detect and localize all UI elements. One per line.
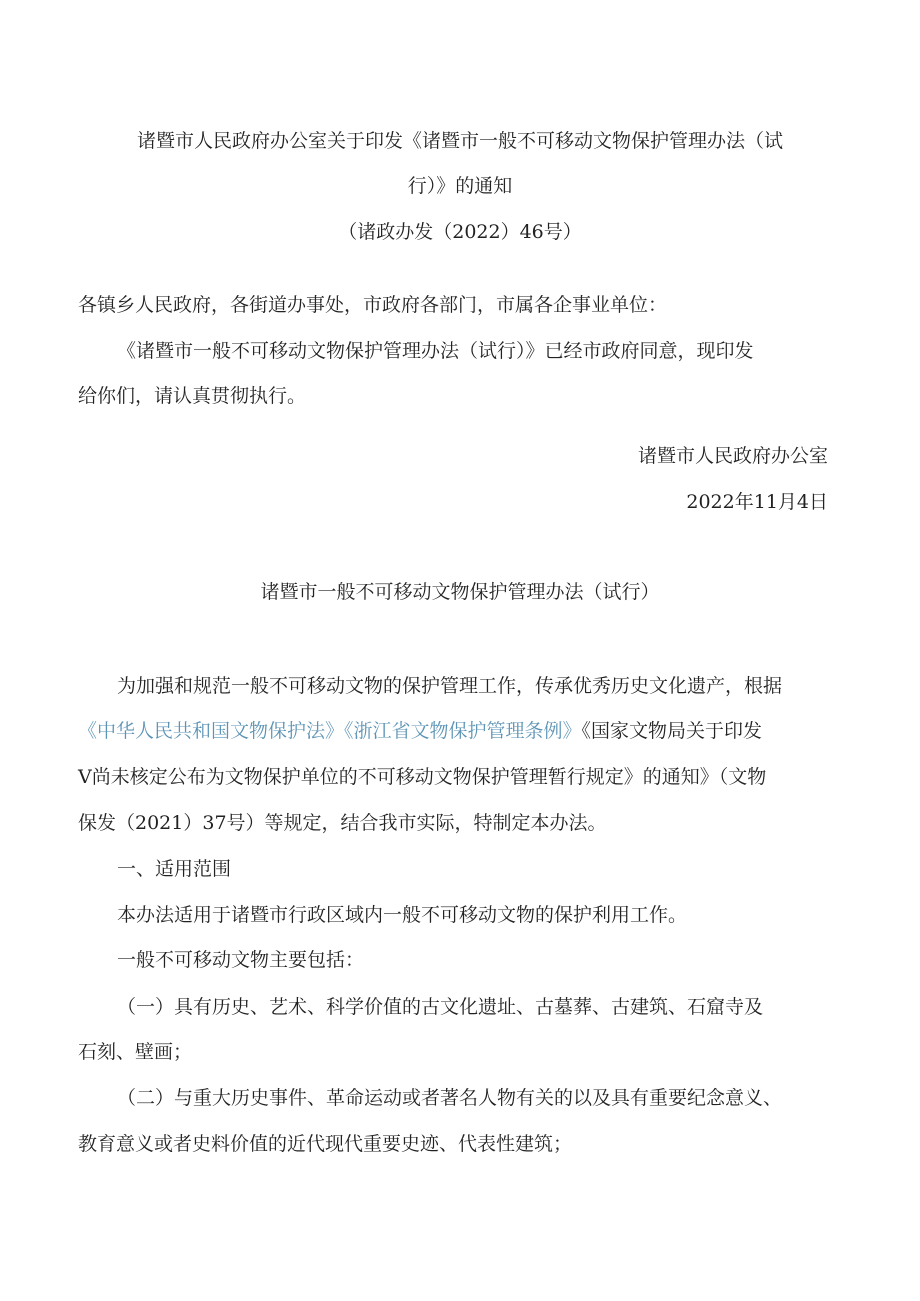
- measures-title: 诸暨市一般不可移动文物保护管理办法（试行）: [260, 581, 660, 603]
- preamble-line2-rest: 《国家文物局关于印发: [581, 720, 763, 742]
- law-link-cultural-relics-protection-law[interactable]: 《中华人民共和国文物保护法》: [78, 720, 345, 742]
- preamble-line4: 保发（2021）37号）等规定，结合我市实际，特制定本办法。: [78, 812, 607, 834]
- preamble-line2: [78, 719, 762, 743]
- section1-heading: 一、适用范围: [117, 858, 232, 880]
- document-number: （诸政办发（2022）46号）: [338, 221, 582, 243]
- notice-body-line2: 给你们，请认真贯彻执行。: [78, 385, 307, 407]
- notice-title-line2: 行）》的通知: [407, 175, 513, 197]
- section1-scope: 本办法适用于诸暨市行政区域内一般不可移动文物的保护利用工作。: [117, 904, 688, 926]
- preamble-line3: V尚未核定公布为文物保护单位的不可移动文物保护管理暂行规定》的通知》（文物: [78, 766, 767, 788]
- item1-line1: （一）具有历史、艺术、科学价值的古文化遗址、古墓葬、古建筑、石窟寺及: [117, 996, 764, 1018]
- section1-includes: 一般不可移动文物主要包括：: [117, 949, 365, 971]
- issuer-signature: 诸暨市人民政府办公室: [637, 445, 828, 467]
- law-link-zhejiang-regulations[interactable]: 《浙江省文物保护管理条例》: [344, 720, 582, 742]
- notice-title-line1: 诸暨市人民政府办公室关于印发《诸暨市一般不可移动文物保护管理办法（试: [136, 130, 783, 152]
- addressees: 各镇乡人民政府，各街道办事处，市政府各部门，市属各企事业单位：: [78, 294, 668, 316]
- issue-date: 2022年11月4日: [686, 491, 828, 513]
- item2-line2: 教育意义或者史料价值的近代现代重要史迹、代表性建筑；: [78, 1133, 573, 1155]
- item1-line2: 石刻、壁画；: [78, 1041, 193, 1063]
- notice-body-line1: 《诸暨市一般不可移动文物保护管理办法（试行）》已经市政府同意，现印发: [117, 340, 754, 362]
- item2-line1: （二）与重大历史事件、革命运动或者著名人物有关的以及具有重要纪念意义、: [117, 1087, 783, 1109]
- preamble-line1: 为加强和规范一般不可移动文物的保护管理工作，传承优秀历史文化遗产，根据: [117, 675, 783, 697]
